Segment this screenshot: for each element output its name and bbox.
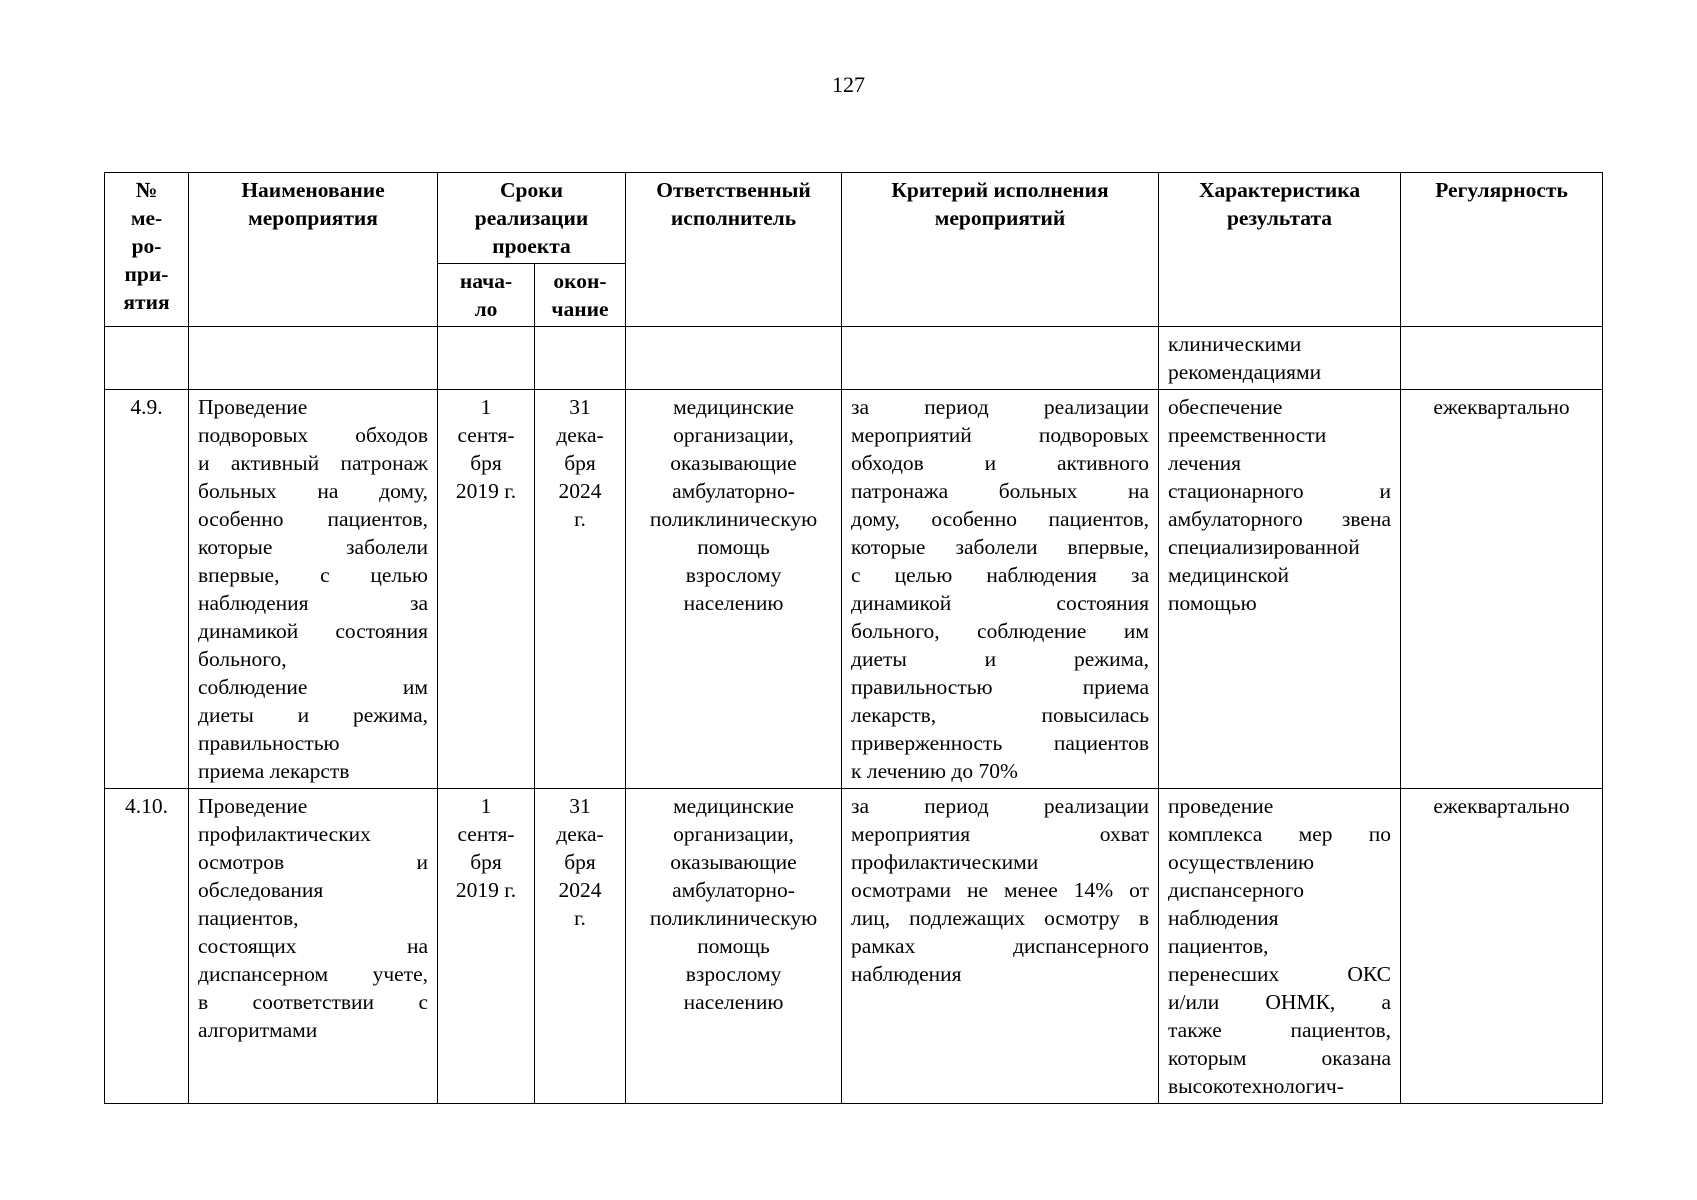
text-line: Критерий исполнения	[891, 178, 1109, 202]
row-activity-name	[189, 390, 438, 789]
continuation-row	[105, 327, 1603, 390]
text-line: наблюдения	[1168, 906, 1279, 930]
text-line: специализированной	[1168, 535, 1360, 559]
text-line: оказывающие	[670, 850, 797, 874]
header-terms	[438, 173, 626, 264]
table-row	[105, 789, 1603, 1104]
text-line: 2019 г.	[455, 479, 517, 503]
text-line: помощь	[697, 934, 770, 958]
text-line: населению	[683, 591, 784, 615]
text-line: больных на дому,	[198, 479, 428, 503]
text-line: реализации	[474, 206, 589, 230]
text-line: оказывающие	[670, 451, 797, 475]
row-regularity: ежеквартально	[1401, 789, 1603, 1104]
text-line: 2024	[558, 479, 602, 503]
text-line: преемственности	[1168, 423, 1327, 447]
text-line: бря	[470, 850, 502, 874]
text-line: и активный патронаж	[198, 451, 428, 475]
text-line: Регулярность	[1435, 178, 1568, 202]
text-line: осуществлению	[1168, 850, 1315, 874]
row-executor	[626, 789, 842, 1104]
text-line: высокотехнологич-	[1168, 1074, 1344, 1098]
text-line: бря	[470, 451, 502, 475]
row-result	[1159, 789, 1401, 1104]
text-line: к лечению до 70%	[851, 759, 1018, 783]
text-line: Характеристика	[1198, 178, 1361, 202]
text-line: 1	[480, 395, 492, 419]
text-line: взрослому	[685, 563, 782, 587]
text-line: с целью наблюдения за	[851, 563, 1150, 587]
text-line: мероприятия охват	[851, 822, 1150, 846]
table-row	[105, 390, 1603, 789]
row-number: 4.9.	[105, 390, 189, 789]
cont-start	[438, 327, 535, 390]
activities-table	[104, 172, 1603, 1104]
text-line: нача-	[459, 269, 513, 293]
text-line: ро-	[131, 234, 162, 258]
page-number: 127	[832, 72, 865, 97]
text-line: Сроки	[500, 178, 564, 202]
text-line: приема лекарств	[198, 759, 350, 783]
text-line: рекомендациями	[1168, 360, 1322, 384]
cont-num	[105, 327, 189, 390]
text-line: динамикой состояния	[851, 591, 1150, 615]
text-line: лечения	[1168, 451, 1242, 475]
text-line: ме-	[130, 206, 163, 230]
text-line: пациентов,	[198, 906, 299, 930]
text-line: наблюдения за	[198, 591, 428, 615]
header-activity-name	[189, 173, 438, 327]
text-line: профилактическими	[851, 850, 1039, 874]
text-line: клиническими	[1168, 332, 1302, 356]
text-line: медицинской	[1168, 563, 1289, 587]
text-line: комплекса мер по	[1168, 822, 1392, 846]
text-line: в соответствии с	[198, 990, 428, 1014]
text-line: за период реализации	[851, 794, 1150, 818]
text-line: состоящих на	[198, 934, 428, 958]
text-line: патронажа больных на	[851, 479, 1150, 503]
cont-criterion	[842, 327, 1159, 390]
cont-name	[189, 327, 438, 390]
header-criterion	[842, 173, 1159, 327]
cont-result	[1159, 327, 1401, 390]
text-line: подворовых обходов	[198, 423, 428, 447]
text-line: 2019 г.	[455, 878, 517, 902]
row-activity-name	[189, 789, 438, 1104]
text-line: амбулаторного звена	[1168, 507, 1392, 531]
row-regularity: ежеквартально	[1401, 390, 1603, 789]
row-number: 4.10.	[105, 789, 189, 1104]
text-line: бря	[564, 451, 596, 475]
text-line: которым оказана	[1168, 1046, 1392, 1070]
text-line: проведение	[1168, 794, 1274, 818]
text-line: мероприятий подворовых	[851, 423, 1150, 447]
text-line: которые заболели	[198, 535, 428, 559]
text-line: лекарств, повысилась	[851, 703, 1150, 727]
text-line: ятия	[123, 290, 170, 314]
text-line: 31	[569, 794, 591, 818]
text-line: мероприятий	[934, 206, 1066, 230]
text-line: правильностью приема	[851, 675, 1150, 699]
text-line: Проведение	[198, 794, 308, 818]
text-line: больного,	[198, 647, 287, 671]
text-line: сентя-	[457, 822, 515, 846]
text-line: рамках диспансерного	[851, 934, 1150, 958]
text-line: поликлиническую	[649, 906, 818, 930]
text-line: также пациентов,	[1168, 1018, 1392, 1042]
text-line: 1	[480, 794, 492, 818]
text-line: г.	[574, 906, 586, 930]
row-end	[535, 390, 626, 789]
text-line: населению	[683, 990, 784, 1014]
text-line: стационарного и	[1168, 479, 1392, 503]
text-line: окон-	[553, 269, 607, 293]
text-line: обходов и активного	[851, 451, 1150, 475]
text-line: правильностью	[198, 731, 340, 755]
header-result	[1159, 173, 1401, 327]
text-line: организации,	[673, 822, 794, 846]
text-line: дому, особенно пациентов,	[851, 507, 1150, 531]
text-line: и/или ОНМК, а	[1168, 990, 1392, 1014]
text-line: помощью	[1168, 591, 1257, 615]
text-line: соблюдение им	[198, 675, 428, 699]
text-line: 2024	[558, 878, 602, 902]
text-line: дека-	[556, 423, 604, 447]
header-number	[105, 173, 189, 327]
text-line: медицинские	[673, 794, 794, 818]
text-line: ло	[474, 297, 498, 321]
text-line: диеты и режима,	[198, 703, 428, 727]
text-line: Наименование	[241, 178, 385, 202]
text-line: особенно пациентов,	[198, 507, 428, 531]
text-line: алгоритмами	[198, 1018, 318, 1042]
row-criterion	[842, 390, 1159, 789]
text-line: обследования	[198, 878, 324, 902]
cont-end	[535, 327, 626, 390]
text-line: 31	[569, 395, 591, 419]
text-line: г.	[574, 507, 586, 531]
text-line: пациентов,	[1168, 934, 1269, 958]
text-line: за период реализации	[851, 395, 1150, 419]
text-line: Ответственный	[656, 178, 811, 202]
text-line: медицинские	[673, 395, 794, 419]
text-line: профилактических	[198, 822, 371, 846]
text-line: организации,	[673, 423, 794, 447]
row-result	[1159, 390, 1401, 789]
text-line: поликлиническую	[649, 507, 818, 531]
text-line: бря	[564, 850, 596, 874]
text-line: которые заболели впервые,	[851, 535, 1150, 559]
header-executor	[626, 173, 842, 327]
text-line: Проведение	[198, 395, 308, 419]
text-line: проекта	[492, 234, 571, 258]
text-line: мероприятия	[248, 206, 378, 230]
text-line: помощь	[697, 535, 770, 559]
text-line: амбулаторно-	[672, 878, 795, 902]
row-executor	[626, 390, 842, 789]
text-line: взрослому	[685, 962, 782, 986]
text-line: обеспечение	[1168, 395, 1283, 419]
text-line: исполнитель	[670, 206, 797, 230]
text-line: лиц, подлежащих осмотру в	[851, 906, 1150, 930]
text-line: диеты и режима,	[851, 647, 1150, 671]
text-line: сентя-	[457, 423, 515, 447]
header-regularity	[1401, 173, 1603, 327]
row-end	[535, 789, 626, 1104]
text-line: больного, соблюдение им	[851, 619, 1150, 643]
cont-executor	[626, 327, 842, 390]
text-line: диспансерном учете,	[198, 962, 428, 986]
text-line: наблюдения	[851, 962, 962, 986]
text-line: перенесших ОКС	[1168, 962, 1392, 986]
text-line: диспансерного	[1168, 878, 1304, 902]
text-line: результата	[1226, 206, 1333, 230]
header-row	[105, 173, 1603, 264]
text-line: динамикой состояния	[198, 619, 428, 643]
cont-regularity	[1401, 327, 1603, 390]
row-criterion	[842, 789, 1159, 1104]
text-line: амбулаторно-	[672, 479, 795, 503]
text-line: при-	[124, 262, 169, 286]
text-line: чание	[551, 297, 609, 321]
header-start	[438, 264, 535, 327]
text-line: приверженность пациентов	[851, 731, 1150, 755]
text-line: осмотрами не менее 14% от	[851, 878, 1150, 902]
header-end	[535, 264, 626, 327]
text-line: впервые, с целью	[198, 563, 428, 587]
row-start	[438, 390, 535, 789]
row-start	[438, 789, 535, 1104]
text-line: осмотров и	[198, 850, 428, 874]
text-line: дека-	[556, 822, 604, 846]
text-line: №	[135, 178, 158, 202]
